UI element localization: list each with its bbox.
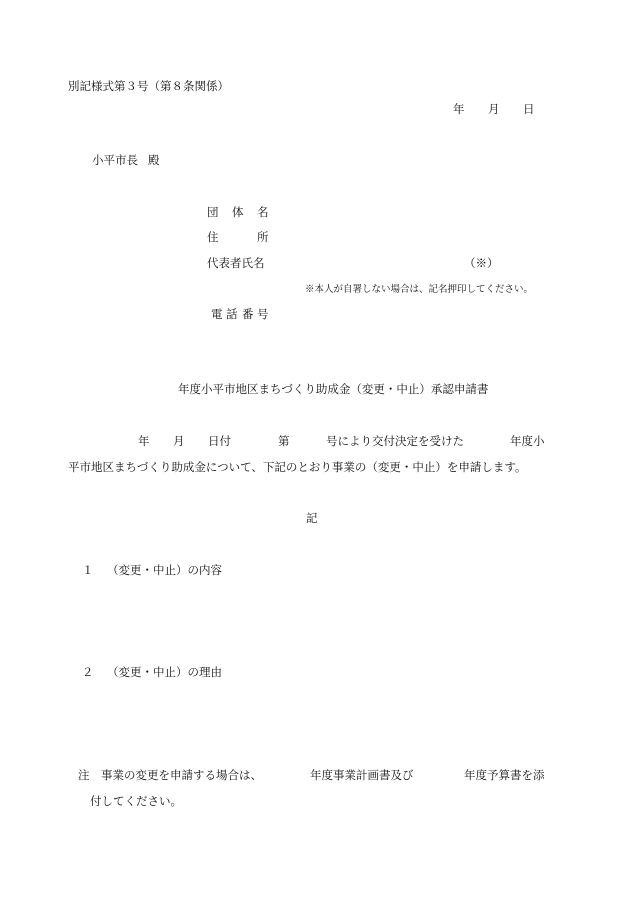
phone-char-4: 号 bbox=[257, 307, 269, 321]
group-name-char-1: 団 bbox=[207, 205, 219, 219]
address-char-2: 所 bbox=[257, 230, 269, 244]
date-day: 日 bbox=[523, 102, 535, 116]
document-title: 年度小平市地区まちづくり助成金（変更・中止）承認申請書 bbox=[178, 382, 489, 396]
addressee-honorific: 殿 bbox=[148, 153, 160, 167]
address-char-1: 住 bbox=[207, 230, 219, 244]
date-month: 月 bbox=[488, 102, 500, 116]
phone-char-3: 番 bbox=[242, 307, 254, 321]
note-line-1c: 年度予算書を添 bbox=[464, 768, 545, 782]
item-2-label: （変更・中止）の理由 bbox=[107, 665, 222, 679]
body-month: 月 bbox=[173, 434, 185, 448]
representative-label: 代表者氏名 bbox=[207, 256, 265, 270]
seal-mark: （※） bbox=[464, 256, 499, 270]
body-go: 号により交付決定を受けた bbox=[326, 434, 464, 448]
item-2-number: ２ bbox=[82, 665, 94, 679]
ki-heading: 記 bbox=[306, 511, 318, 525]
item-1-label: （変更・中止）の内容 bbox=[107, 563, 222, 577]
body-line-2: 平市地区まちづくり助成金について、下記のとおり事業の（変更・中止）を申請します。 bbox=[68, 460, 527, 474]
note-line-1b: 年度事業計画書及び bbox=[310, 768, 414, 782]
body-day-suffix: 日付 bbox=[208, 434, 231, 448]
date-year: 年 bbox=[453, 102, 465, 116]
body-nendo: 年度小 bbox=[510, 434, 545, 448]
body-year: 年 bbox=[138, 434, 150, 448]
group-name-char-2: 体 bbox=[232, 205, 244, 219]
signature-note: ※本人が自署しない場合は、記名押印してください。 bbox=[305, 284, 534, 295]
phone-char-2: 話 bbox=[226, 307, 238, 321]
group-name-char-3: 名 bbox=[257, 205, 269, 219]
item-1-number: １ bbox=[82, 563, 94, 577]
body-dai: 第 bbox=[278, 434, 290, 448]
form-label: 別記様式第３号（第８条関係） bbox=[68, 79, 229, 93]
note-line-2: 付してください。 bbox=[90, 794, 182, 808]
phone-char-1: 電 bbox=[211, 307, 223, 321]
addressee-name: 小平市長 bbox=[92, 153, 138, 167]
note-prefix: 注 bbox=[78, 768, 90, 782]
note-line-1a: 事業の変更を申請する場合は、 bbox=[101, 768, 262, 782]
